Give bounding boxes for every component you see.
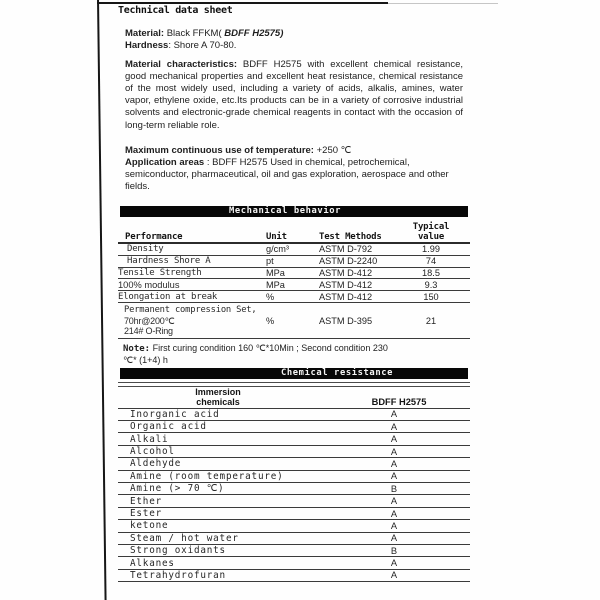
compression-line1: Permanent compression Set, bbox=[124, 305, 257, 316]
chemical-name: Amine (> 70 ℃) bbox=[130, 483, 225, 495]
chemical-name: ketone bbox=[130, 520, 169, 532]
chemical-rating: A bbox=[390, 558, 398, 569]
note-text-line2: ℃* (1+4) h bbox=[123, 355, 168, 366]
table-row bbox=[118, 570, 470, 582]
row-test-method: ASTM D-412 bbox=[319, 267, 373, 278]
chemical-name: Tetrahydrofuran bbox=[130, 569, 226, 581]
immersion-line1: Immersion bbox=[195, 387, 241, 398]
chemical-rating: A bbox=[390, 446, 398, 457]
mechanical-section-header: Mechanical behavior bbox=[120, 206, 468, 217]
row-typical-value: 18.5 bbox=[422, 267, 440, 278]
mechanical-behavior-table bbox=[118, 206, 470, 367]
chemical-name: Alkali bbox=[130, 433, 169, 445]
row-unit: MPa bbox=[266, 267, 285, 278]
row-typical-value: 1.99 bbox=[422, 244, 440, 255]
max-temperature-label: Maximum continuous use of temperature: bbox=[125, 144, 314, 156]
note-label: Note: bbox=[123, 343, 151, 354]
header-typical-line2: value bbox=[417, 231, 445, 242]
chemical-rating: A bbox=[390, 434, 398, 445]
page-title: Technical data sheet bbox=[118, 4, 233, 16]
max-temperature-line bbox=[125, 145, 463, 157]
characteristics-text: BDFF H2575 with excellent chemical resistance, good mechanical properties and excellent heat resistance, chemical resistance of the most widely used, including a variety of acids, alkalis, amines, water vapor, ethylene oxide, etc.Its products can be in a variety of corrosive industrial solvents and electronic-grade chemical reagents in contact with the occasion of long-term reliable role. bbox=[125, 58, 463, 131]
row-unit: MPa bbox=[266, 279, 285, 290]
page-left-border bbox=[97, 0, 107, 600]
row-unit: % bbox=[266, 315, 275, 326]
table-row bbox=[118, 409, 470, 421]
chemical-name: Amine (room temperature) bbox=[130, 470, 284, 482]
table-row bbox=[118, 533, 470, 545]
material-grade: BDFF H2575) bbox=[224, 27, 284, 39]
table-row bbox=[118, 483, 470, 495]
application-paragraph bbox=[125, 157, 463, 193]
table-row bbox=[118, 421, 470, 433]
row-test-method: ASTM D-395 bbox=[319, 315, 373, 326]
table-row bbox=[118, 520, 470, 532]
material-line bbox=[125, 28, 463, 40]
material-label: Material: bbox=[125, 27, 165, 39]
chemical-rating: A bbox=[390, 496, 398, 507]
header-grade: BDFF H2575 bbox=[371, 397, 427, 408]
header-test-methods: Test Methods bbox=[319, 232, 382, 242]
row-test-method: ASTM D-792 bbox=[319, 244, 373, 255]
chemical-rating: B bbox=[390, 483, 398, 494]
row-unit: pt bbox=[266, 256, 274, 267]
application-text: : BDFF H2575 Used in chemical, petrochemical, semiconductor, pharmaceutical, oil and gas exploration, aerospace and other fields. bbox=[125, 156, 449, 192]
chemical-section-header: Chemical resistance bbox=[120, 368, 468, 380]
row-performance bbox=[118, 305, 258, 336]
note-text-line1: First curing condition 160 ℃*10Min ; Second condition 230 bbox=[150, 342, 388, 353]
chemical-name: Inorganic acid bbox=[130, 408, 220, 420]
chemical-rating: B bbox=[390, 545, 398, 556]
header-immersion-chemicals bbox=[118, 387, 318, 408]
table-row bbox=[118, 471, 470, 483]
row-typical-value: 9.3 bbox=[424, 279, 438, 290]
chemical-name: Alcohol bbox=[130, 446, 175, 458]
row-performance: Elongation at break bbox=[118, 291, 218, 302]
immersion-line2: chemicals bbox=[196, 397, 240, 408]
chemical-table-header-row bbox=[118, 387, 470, 409]
table-row bbox=[118, 244, 470, 256]
row-typical-value: 74 bbox=[425, 256, 437, 267]
chemical-name: Strong oxidants bbox=[130, 545, 226, 557]
chemical-rating: A bbox=[390, 471, 398, 482]
hardness-value: : Shore A 70-80. bbox=[168, 39, 237, 51]
chemical-name: Ester bbox=[130, 508, 162, 519]
curing-note bbox=[118, 339, 470, 367]
material-value: Black FFKM( bbox=[164, 27, 225, 39]
header-typical-line1: Typical bbox=[412, 222, 450, 232]
row-test-method: ASTM D-412 bbox=[319, 279, 373, 290]
table-row bbox=[118, 545, 470, 557]
row-performance: Tensile Strength bbox=[118, 267, 202, 278]
chemical-resistance-table bbox=[118, 368, 470, 583]
row-performance: 100% modulus bbox=[118, 279, 180, 290]
mechanical-table-header-row bbox=[118, 217, 470, 244]
table-row bbox=[118, 495, 470, 507]
chemical-rating: A bbox=[390, 409, 398, 420]
chemical-name: Organic acid bbox=[130, 421, 207, 433]
chemical-rating: A bbox=[390, 533, 398, 544]
table-row bbox=[118, 557, 470, 569]
compression-line2: 70hr@200℃ bbox=[124, 315, 175, 326]
table-row bbox=[118, 508, 470, 520]
chemical-name: Steam / hot water bbox=[130, 532, 239, 544]
chemical-rating: A bbox=[390, 570, 398, 581]
page-top-border-faint bbox=[388, 3, 498, 4]
table-row bbox=[118, 256, 470, 268]
characteristics-paragraph bbox=[125, 59, 463, 132]
chemical-rating: A bbox=[390, 421, 398, 432]
header-typical-value bbox=[400, 223, 462, 242]
chemical-rating: A bbox=[390, 458, 398, 469]
chemical-name: Ether bbox=[130, 495, 162, 507]
row-test-method: ASTM D-412 bbox=[319, 291, 373, 302]
table-row-compression-set bbox=[118, 303, 470, 340]
hardness-label: Hardness bbox=[125, 39, 169, 51]
row-unit: % bbox=[266, 291, 275, 302]
table-row bbox=[118, 433, 470, 445]
chemical-name: Alkanes bbox=[130, 557, 175, 569]
row-typical-value: 21 bbox=[425, 315, 437, 326]
row-typical-value: 150 bbox=[423, 291, 439, 302]
table-row bbox=[118, 446, 470, 458]
table-row bbox=[118, 291, 470, 303]
compression-line3: 214# O-Ring bbox=[124, 325, 173, 336]
hardness-line bbox=[125, 40, 463, 52]
row-performance: Density bbox=[127, 244, 164, 255]
table-row bbox=[118, 279, 470, 291]
table-row bbox=[118, 268, 470, 280]
max-temperature-value: +250 ℃ bbox=[313, 144, 352, 156]
row-performance: Hardness Shore A bbox=[127, 256, 211, 267]
table-row bbox=[118, 458, 470, 470]
chemical-rating: A bbox=[390, 508, 398, 519]
chemical-rating: A bbox=[390, 520, 398, 531]
chemical-name: Aldehyde bbox=[130, 458, 182, 470]
header-unit: Unit bbox=[266, 232, 287, 242]
row-unit: g/cm³ bbox=[266, 244, 289, 255]
row-test-method: ASTM D-2240 bbox=[319, 256, 378, 267]
characteristics-label: Material characteristics: bbox=[125, 58, 238, 70]
application-label: Application areas bbox=[125, 156, 205, 168]
header-performance: Performance bbox=[125, 232, 183, 242]
